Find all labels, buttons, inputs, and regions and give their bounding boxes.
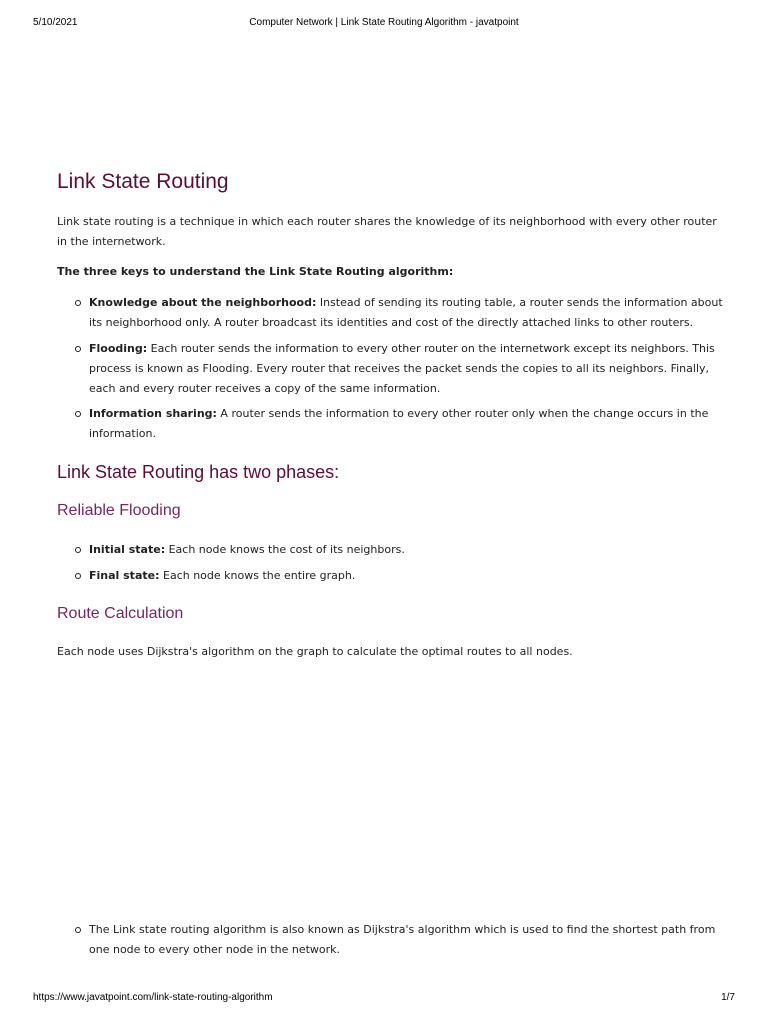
intro-paragraph: Link state routing is a technique in which each router shares the knowledge of its neighborhood with every other router in the internetwork. [57, 215, 717, 248]
bullet-circle-icon [75, 300, 81, 306]
key-term: Knowledge about the neighborhood: [89, 296, 317, 309]
list-item-final-state [57, 566, 727, 586]
state-text: Each node knows the cost of its neighbors. [165, 543, 405, 556]
keys-title: The three keys to understand the Link State Routing algorithm: [57, 265, 454, 278]
print-footer [0, 992, 768, 1006]
key-text: Each router sends the information to every other router on the internetwork except its neighbors. This process is known as Flooding. Every router that receives the packet sends the copies to all its neighbors. Finally, each and every router receives a copy of the same information. [89, 342, 715, 395]
key-term: Flooding: [89, 342, 148, 355]
key-text: A router sends the information to every other router only when the change occurs in the information. [89, 407, 709, 440]
state-text: Each node knows the entire graph. [159, 569, 356, 582]
list-item-initial-state [57, 540, 727, 560]
route-calculation-heading: Route Calculation [57, 605, 184, 622]
print-date: 5/10/2021 [33, 17, 78, 28]
list-item-neighborhood [57, 293, 727, 333]
reliable-flooding-heading: Reliable Flooding [57, 502, 181, 519]
key-text: Instead of sending its routing table, a router sends the information about its neighborhood only. A router broadcast its identities and cost of the directly attached links to other routers. [89, 296, 723, 329]
list-item-information-sharing [57, 404, 727, 444]
print-url: https://www.javatpoint.com/link-state-routing-algorithm [33, 992, 273, 1003]
bullet-circle-icon [75, 927, 81, 933]
list-item-flooding [57, 339, 727, 399]
bullet-circle-icon [75, 411, 81, 417]
print-page-title: Computer Network | Link State Routing Algorithm - javatpoint [249, 17, 519, 28]
print-header [0, 17, 768, 31]
state-term: Final state: [89, 569, 160, 582]
bullet-circle-icon [75, 573, 81, 579]
page-number: 1/7 [721, 992, 735, 1003]
article-heading: Link State Routing [57, 170, 229, 193]
route-calculation-paragraph: Each node uses Dijkstra's algorithm on the graph to calculate the optimal routes to all nodes. [57, 645, 573, 658]
note-text: The Link state routing algorithm is also known as Dijkstra's algorithm which is used to find the shortest path from one node to every other node in the network. [89, 923, 716, 956]
bullet-circle-icon [75, 346, 81, 352]
state-term: Initial state: [89, 543, 166, 556]
bullet-circle-icon [75, 547, 81, 553]
phases-heading: Link State Routing has two phases: [57, 462, 340, 482]
list-item-dijkstra-note [57, 920, 727, 960]
key-term: Information sharing: [89, 407, 217, 420]
